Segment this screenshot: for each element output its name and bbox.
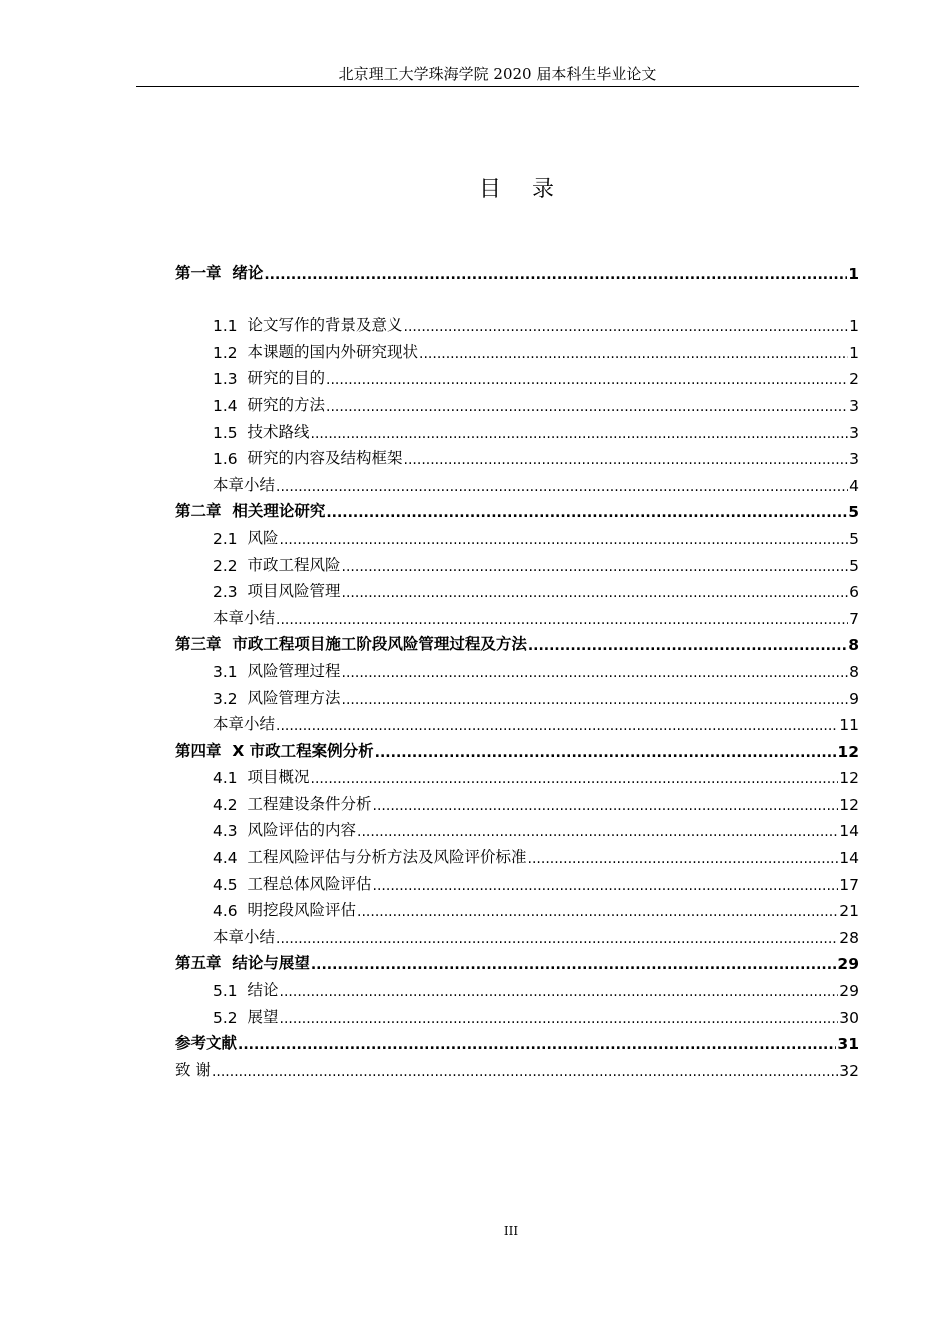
entry-title: 本章小结 xyxy=(213,475,276,494)
entry-page: 12 xyxy=(839,795,859,814)
entry-title: 风险 xyxy=(247,528,279,547)
table-of-contents xyxy=(175,256,859,1080)
leader-dots xyxy=(326,399,848,415)
leader-dots xyxy=(375,745,837,761)
entry-number: 第二章 xyxy=(175,502,222,521)
entry-page: 32 xyxy=(839,1061,859,1080)
entry-number: 1.4 xyxy=(213,396,238,415)
entry-page: 12 xyxy=(837,742,859,761)
toc-entry-chapter-3-summary[interactable] xyxy=(175,708,859,735)
leader-dots xyxy=(342,559,849,575)
page-number: III xyxy=(503,1224,519,1238)
entry-title: 本课题的国内外研究现状 xyxy=(247,342,419,361)
entry-title: 技术路线 xyxy=(247,422,310,441)
entry-number: 1.1 xyxy=(213,317,238,336)
toc-entry-chapter-1-summary[interactable] xyxy=(175,468,859,495)
entry-number: 4.5 xyxy=(213,875,238,894)
entry-number: 第四章 xyxy=(175,741,222,760)
entry-page: 5 xyxy=(848,503,859,522)
entry-number: 2.3 xyxy=(213,583,238,602)
toc-entry-3-2[interactable] xyxy=(175,681,859,708)
toc-entry-4-2[interactable] xyxy=(175,787,859,814)
entry-title: 研究的方法 xyxy=(247,395,326,414)
entry-page: 29 xyxy=(839,982,859,1001)
toc-entry-chapter-3[interactable] xyxy=(175,628,859,655)
entry-page: 11 xyxy=(839,716,859,735)
leader-dots xyxy=(311,771,839,787)
entry-page: 3 xyxy=(849,450,859,469)
entry-number: 5.1 xyxy=(213,982,238,1001)
toc-entry-chapter-1[interactable] xyxy=(175,256,859,283)
entry-title: 结论与展望 xyxy=(232,954,310,973)
leader-dots xyxy=(373,798,839,814)
entry-number: 1.2 xyxy=(213,343,238,362)
toc-entry-2-3[interactable] xyxy=(175,575,859,602)
entry-page: 6 xyxy=(849,583,859,602)
entry-number: 2.2 xyxy=(213,556,238,575)
leader-dots xyxy=(326,372,848,388)
entry-number: 4.6 xyxy=(213,902,238,921)
entry-title: 项目风险管理 xyxy=(247,582,341,601)
entry-title: 本章小结 xyxy=(213,927,276,946)
entry-number: 1.6 xyxy=(213,450,238,469)
leader-dots xyxy=(528,638,847,654)
running-header: 北京理工大学珠海学院 2020 届本科生毕业论文 xyxy=(338,65,657,83)
entry-page: 12 xyxy=(839,769,859,788)
leader-dots xyxy=(404,452,849,468)
entry-page: 7 xyxy=(849,609,859,628)
leader-dots xyxy=(342,692,849,708)
entry-page: 17 xyxy=(839,875,859,894)
entry-title: 工程总体风险评估 xyxy=(247,874,372,893)
toc-entry-references[interactable] xyxy=(175,1027,859,1054)
entry-title: X 市政工程案例分析 xyxy=(232,741,374,760)
leader-dots xyxy=(419,346,848,362)
entry-page: 31 xyxy=(837,1035,859,1054)
entry-number: 4.4 xyxy=(213,849,238,868)
entry-number: 4.3 xyxy=(213,822,238,841)
entry-title: 致 谢 xyxy=(175,1060,211,1079)
entry-title: 相关理论研究 xyxy=(232,502,326,521)
leader-dots xyxy=(311,957,837,973)
leader-dots xyxy=(280,984,839,1000)
leader-dots xyxy=(357,904,838,920)
leader-dots xyxy=(311,426,849,442)
entry-page: 28 xyxy=(839,928,859,947)
leader-dots xyxy=(280,532,849,548)
toc-entry-3-1[interactable] xyxy=(175,654,859,681)
entry-page: 5 xyxy=(849,529,859,548)
entry-title: 本章小结 xyxy=(213,715,276,734)
toc-entry-chapter-4[interactable] xyxy=(175,734,859,761)
entry-title: 工程建设条件分析 xyxy=(247,794,372,813)
entry-title: 研究的内容及结构框架 xyxy=(247,449,403,468)
entry-title: 绪论 xyxy=(232,263,264,282)
entry-number: 3.2 xyxy=(213,689,238,708)
toc-entry-chapter-5[interactable] xyxy=(175,947,859,974)
leader-dots xyxy=(276,718,838,734)
entry-page: 8 xyxy=(849,662,859,681)
leader-dots xyxy=(264,267,847,283)
entry-title: 参考文献 xyxy=(175,1034,238,1053)
leader-dots xyxy=(404,319,849,335)
entry-number: 2.1 xyxy=(213,529,238,548)
toc-entry-1-1[interactable] xyxy=(175,309,859,336)
entry-title: 论文写作的背景及意义 xyxy=(247,316,403,335)
leader-dots xyxy=(357,824,838,840)
entry-page: 14 xyxy=(839,849,859,868)
leader-dots xyxy=(326,505,847,521)
entry-title: 市政工程项目施工阶段风险管理过程及方法 xyxy=(232,635,527,654)
toc-entry-chapter-4-summary[interactable] xyxy=(175,920,859,947)
entry-title: 市政工程风险 xyxy=(247,555,341,574)
entry-title: 展望 xyxy=(247,1007,279,1026)
toc-entry-1-6[interactable] xyxy=(175,442,859,469)
entry-page: 1 xyxy=(848,264,859,283)
toc-title: 目 录 xyxy=(479,177,566,202)
entry-title: 工程风险评估与分析方法及风险评价标准 xyxy=(247,848,527,867)
toc-entry-5-2[interactable] xyxy=(175,1000,859,1027)
leader-dots xyxy=(276,612,848,628)
toc-entry-2-2[interactable] xyxy=(175,548,859,575)
entry-page: 14 xyxy=(839,822,859,841)
toc-entry-acknowledgements[interactable] xyxy=(175,1053,859,1080)
toc-entry-1-4[interactable] xyxy=(175,388,859,415)
header-rule xyxy=(136,86,859,87)
toc-entry-4-3[interactable] xyxy=(175,814,859,841)
leader-dots xyxy=(238,1037,836,1053)
entry-number: 1.5 xyxy=(213,423,238,442)
entry-number: 第五章 xyxy=(175,954,222,973)
toc-entry-4-4[interactable] xyxy=(175,840,859,867)
toc-entry-5-1[interactable] xyxy=(175,973,859,1000)
entry-page: 29 xyxy=(837,955,859,974)
entry-page: 8 xyxy=(848,636,859,655)
toc-entry-chapter-2-summary[interactable] xyxy=(175,601,859,628)
entry-number: 第三章 xyxy=(175,635,222,654)
toc-entry-4-5[interactable] xyxy=(175,867,859,894)
leader-dots xyxy=(276,479,848,495)
toc-entry-2-1[interactable] xyxy=(175,521,859,548)
entry-number: 4.2 xyxy=(213,795,238,814)
entry-title: 明挖段风险评估 xyxy=(247,901,357,920)
leader-dots xyxy=(373,878,839,894)
toc-entry-1-5[interactable] xyxy=(175,415,859,442)
entry-number: 3.1 xyxy=(213,662,238,681)
entry-title: 结论 xyxy=(247,981,279,1000)
entry-title: 风险评估的内容 xyxy=(247,821,357,840)
leader-dots xyxy=(280,1011,839,1027)
toc-entry-1-2[interactable] xyxy=(175,335,859,362)
entry-page: 30 xyxy=(839,1008,859,1027)
entry-page: 4 xyxy=(849,476,859,495)
toc-entry-1-3[interactable] xyxy=(175,362,859,389)
leader-dots xyxy=(212,1064,838,1080)
entry-number: 1.3 xyxy=(213,370,238,389)
leader-dots xyxy=(342,665,849,681)
toc-entry-4-6[interactable] xyxy=(175,894,859,921)
toc-entry-chapter-2[interactable] xyxy=(175,495,859,522)
entry-page: 1 xyxy=(849,343,859,362)
entry-number: 第一章 xyxy=(175,263,222,282)
entry-page: 3 xyxy=(849,423,859,442)
toc-entry-4-1[interactable] xyxy=(175,761,859,788)
leader-dots xyxy=(528,851,839,867)
entry-page: 5 xyxy=(849,556,859,575)
entry-page: 21 xyxy=(839,902,859,921)
entry-page: 2 xyxy=(849,370,859,389)
entry-page: 9 xyxy=(849,689,859,708)
entry-title: 项目概况 xyxy=(247,768,310,787)
entry-page: 3 xyxy=(849,396,859,415)
entry-number: 4.1 xyxy=(213,769,238,788)
entry-title: 研究的目的 xyxy=(247,369,326,388)
entry-title: 风险管理方法 xyxy=(247,688,341,707)
leader-dots xyxy=(342,585,849,601)
leader-dots xyxy=(276,931,838,947)
entry-number: 5.2 xyxy=(213,1008,238,1027)
entry-title: 本章小结 xyxy=(213,608,276,627)
entry-title: 风险管理过程 xyxy=(247,661,341,680)
entry-page: 1 xyxy=(849,317,859,336)
